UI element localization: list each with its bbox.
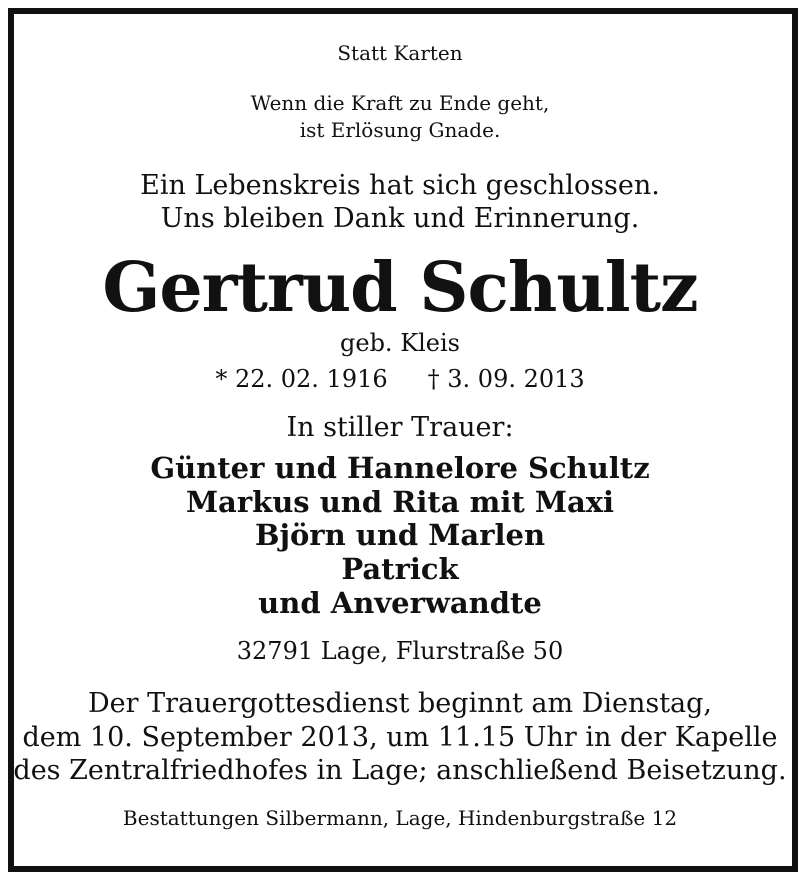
deceased-name: Gertrud Schultz <box>102 248 698 328</box>
birth-date: * 22. 02. 1916 <box>215 365 388 393</box>
intro-line-2: Uns bleiben Dank und Erinnerung. <box>160 203 640 234</box>
mourning-label: In stiller Trauer: <box>286 412 514 443</box>
header-text: Statt Karten <box>337 41 463 65</box>
life-dates <box>0 367 800 391</box>
service-line-1: Der Trauergottesdienst beginnt am Dienstag, <box>87 688 713 719</box>
mourner-5: und Anverwandte <box>258 586 542 620</box>
maiden-name: geb. Kleis <box>340 329 460 357</box>
service-line-3: des Zentralfriedhofes in Lage; anschließend Beisetzung. <box>13 755 787 786</box>
mourner-2: Markus und Rita mit Maxi <box>185 485 615 519</box>
mourner-1: Günter und Hannelore Schultz <box>150 451 650 485</box>
mourner-4: Patrick <box>341 552 459 586</box>
verse-line-1: Wenn die Kraft zu Ende geht, <box>250 91 550 115</box>
mourner-3: Björn und Marlen <box>254 518 546 552</box>
undertaker: Bestattungen Silbermann, Lage, Hindenburgstraße 12 <box>122 806 678 830</box>
service-line-2: dem 10. September 2013, um 11.15 Uhr in der Kapelle <box>22 722 778 753</box>
verse-line-2: ist Erlösung Gnade. <box>299 118 501 142</box>
intro-line-1: Ein Lebenskreis hat sich geschlossen. <box>140 170 660 201</box>
address: 32791 Lage, Flurstraße 50 <box>236 637 564 665</box>
death-date: † 3. 09. 2013 <box>427 365 585 393</box>
